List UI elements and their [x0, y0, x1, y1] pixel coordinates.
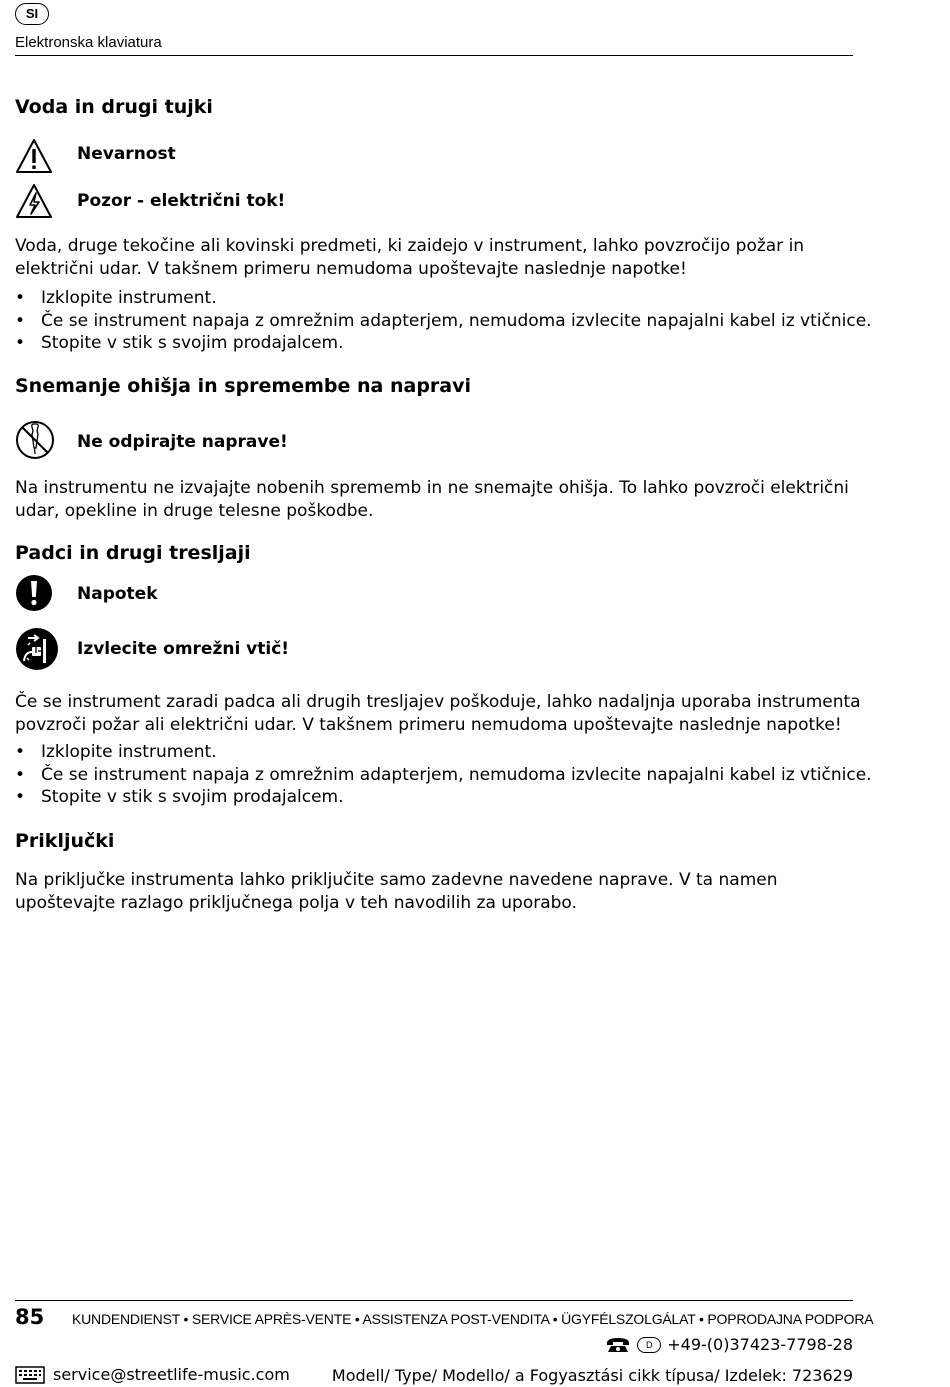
electric-shock-icon — [15, 183, 53, 219]
warning-label-unplug: Izvlecite omrežni vtič! — [77, 639, 290, 659]
list-item: • Stopite v stik s svojim prodajalcem. — [15, 332, 875, 355]
list-item: • Če se instrument napaja z omrežnim adapterjem, nemudoma izvlecite napajalni kabel iz vtičnice. — [15, 764, 875, 787]
paragraph-housing: Na instrumentu ne izvajajte nobenih sprememb in ne snemajte ohišja. To lahko povzroči električni udar, opekline in druge telesne poškodbe. — [15, 478, 849, 521]
section-heading-housing: Snemanje ohišja in spremembe na napravi — [15, 375, 472, 397]
country-badge: D — [637, 1337, 661, 1353]
warning-label-do-not-open: Ne odpirajte naprave! — [77, 432, 288, 452]
section-heading-drops: Padci in drugi tresljaji — [15, 542, 251, 564]
phone-row — [605, 1335, 853, 1354]
footer-divider — [15, 1300, 853, 1301]
service-departments-line: KUNDENDIENST • SERVICE APRÈS-VENTE • ASSISTENZA POST-VENDITA • ÜGYFÉLSZOLGÁLAT • POPRODAJNA PODPORA — [72, 1311, 874, 1327]
warning-label-notice: Napotek — [77, 584, 158, 604]
section-heading-water: Voda in drugi tujki — [15, 96, 213, 118]
page-number: 85 — [15, 1305, 45, 1329]
danger-triangle-icon — [15, 138, 53, 174]
telephone-icon — [605, 1337, 631, 1353]
bullet-list-water — [15, 287, 875, 355]
header-divider — [15, 55, 853, 56]
service-email[interactable]: service@streetlife-music.com — [53, 1365, 290, 1384]
document-title: Elektronska klaviatura — [15, 34, 162, 51]
do-not-open-icon — [15, 419, 55, 461]
bullet-list-drops — [15, 741, 875, 809]
list-item: • Izklopite instrument. — [15, 741, 875, 764]
warning-label-electric: Pozor - električni tok! — [77, 191, 286, 211]
list-item: • Izklopite instrument. — [15, 287, 875, 310]
paragraph-connections: Na priključke instrumenta lahko priključite samo zadevne navedene naprave. V ta namen upoštevajte razlago priključnega polja v teh navodilih za uporabo. — [15, 870, 778, 913]
keyboard-icon — [15, 1366, 45, 1384]
model-number: Modell/ Type/ Modello/ a Fogyasztási cikk típusa/ Izdelek: 723629 — [331, 1366, 853, 1385]
phone-number: +49-(0)37423-7798-28 — [667, 1335, 853, 1354]
warning-label-danger: Nevarnost — [77, 144, 176, 164]
unplug-icon — [15, 627, 59, 671]
language-badge: SI — [15, 3, 49, 25]
paragraph-drops: Če se instrument zaradi padca ali drugih tresljajev poškoduje, lahko nadaljnja uporaba instrumenta povzroči požar ali električni udar. V takšnem primeru nemudoma upoštevajte naslednje napotke! — [15, 692, 861, 735]
notice-exclamation-icon — [15, 574, 53, 612]
paragraph-water: Voda, druge tekočine ali kovinski predmeti, ki zaidejo v instrument, lahko povzročijo požar in električni udar. V takšnem primeru nemudoma upoštevajte naslednje napotke! — [15, 236, 805, 279]
list-item: • Stopite v stik s svojim prodajalcem. — [15, 786, 875, 809]
section-heading-connections: Priključki — [15, 830, 115, 852]
list-item: • Če se instrument napaja z omrežnim adapterjem, nemudoma izvlecite napajalni kabel iz vtičnice. — [15, 310, 875, 333]
email-row — [15, 1365, 290, 1384]
